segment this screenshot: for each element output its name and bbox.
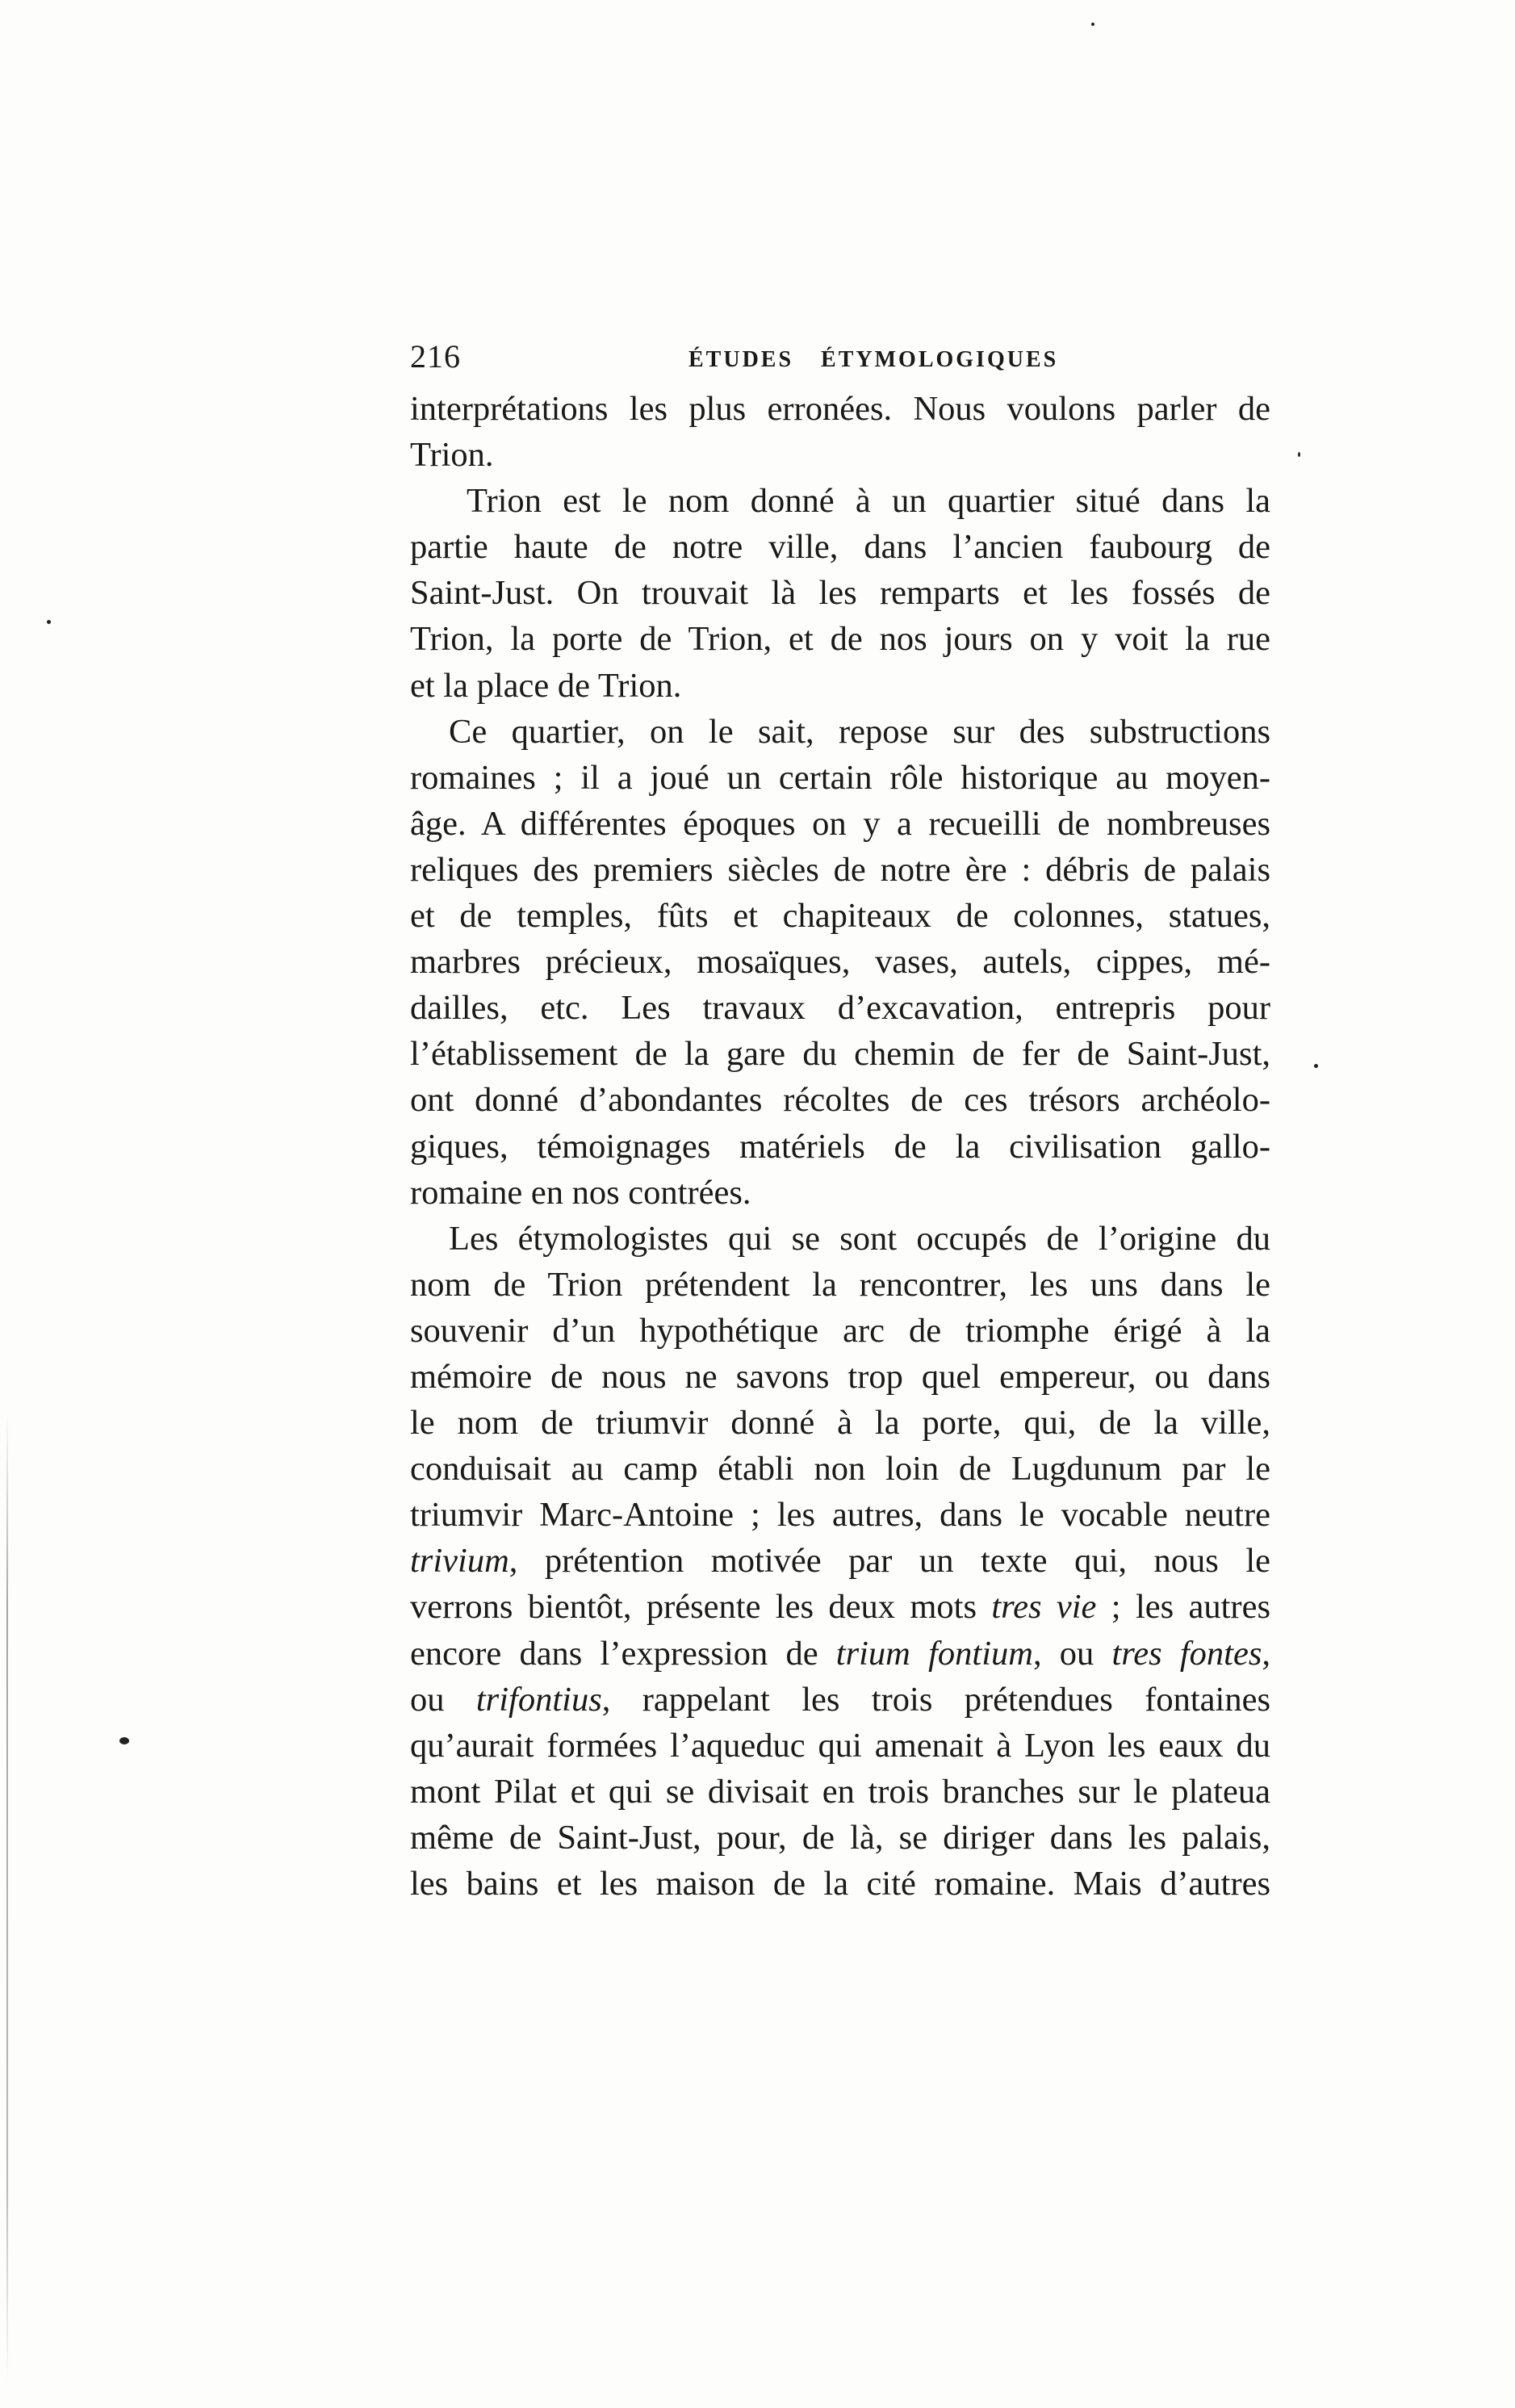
text-run: qu’aurait formées l’aqueduc qui amenait à Lyon les eaux du xyxy=(410,1726,1270,1765)
text-line xyxy=(410,1400,1270,1446)
text-run: romaine en nos contrées. xyxy=(410,1173,751,1212)
text-run: même de Saint-Just, pour, de là, se diriger dans les palais, xyxy=(410,1818,1270,1857)
text-line xyxy=(410,1723,1270,1769)
text-line xyxy=(410,1677,1270,1723)
text-run: verrons bientôt, présente les deux mots xyxy=(410,1588,992,1627)
text-run: encore dans l’expression de xyxy=(410,1634,836,1673)
text-line xyxy=(410,1031,1270,1077)
text-line xyxy=(410,432,1270,478)
text-run: reliques des premiers siècles de notre ère : débris de palais xyxy=(410,850,1270,889)
text-line xyxy=(410,847,1270,893)
page-number: 216 xyxy=(410,338,461,375)
text-run: nom de Trion prétendent la rencontrer, les uns dans le xyxy=(410,1265,1270,1304)
italic-term: trivium xyxy=(410,1542,509,1581)
text-line xyxy=(410,1815,1270,1861)
text-run: , ou xyxy=(1032,1634,1112,1673)
italic-term: trium fontium xyxy=(835,1634,1033,1673)
text-line xyxy=(410,1631,1270,1677)
text-run: partie haute de notre ville, dans l’ancien faubourg de xyxy=(410,528,1270,567)
text-line xyxy=(410,985,1270,1031)
text-run: mémoire de nous ne savons trop quel empereur, ou dans xyxy=(410,1357,1270,1396)
text-run: le nom de triumvir donné à la porte, qui, de la ville, xyxy=(410,1404,1270,1443)
text-line xyxy=(410,663,1270,709)
text-line xyxy=(410,524,1270,570)
text-line xyxy=(410,386,1270,432)
text-line xyxy=(410,1077,1270,1123)
text-line xyxy=(410,1861,1270,1907)
text-line xyxy=(410,1354,1270,1400)
text-run: souvenir d’un hypothétique arc de triomphe érigé à la xyxy=(410,1311,1270,1350)
text-run: , xyxy=(1262,1634,1270,1673)
text-run: et la place de Trion. xyxy=(410,666,682,705)
italic-term: tres fontes xyxy=(1111,1634,1262,1673)
text-run: et de temples, fûts et chapiteaux de colonnes, statues, xyxy=(410,897,1270,936)
text-line xyxy=(410,939,1270,985)
text-run: Trion, la porte de Trion, et de nos jours on y voit la rue xyxy=(410,620,1270,659)
text-run: Les étymologistes qui se sont occupés de l’origine du xyxy=(449,1219,1270,1258)
italic-term: tres vie xyxy=(991,1588,1097,1627)
scan-edge-shadow xyxy=(6,1413,8,2381)
text-line xyxy=(410,1446,1270,1492)
text-run: ou xyxy=(410,1680,476,1719)
running-title: ÉTUDES ÉTYMOLOGIQUES xyxy=(688,347,1059,372)
text-line xyxy=(410,478,1270,524)
scan-speck xyxy=(1091,23,1094,26)
text-line xyxy=(410,1492,1270,1538)
text-line xyxy=(410,570,1270,616)
text-run: interprétations les plus erronées. Nous voulons parler de xyxy=(410,390,1270,428)
text-line xyxy=(410,1262,1270,1308)
scan-speck xyxy=(1314,1064,1318,1068)
text-line xyxy=(410,1769,1270,1815)
text-run: , prétention motivée par un texte qui, nous le xyxy=(508,1542,1270,1581)
text-run: ; les autres xyxy=(1096,1588,1270,1627)
text-run: triumvir Marc-Antoine ; les autres, dans le vocable neutre xyxy=(410,1496,1270,1535)
text-line xyxy=(410,709,1270,755)
text-run: Trion. xyxy=(410,436,494,475)
scan-speck xyxy=(119,1737,129,1744)
text-line xyxy=(410,1584,1270,1630)
text-run: les bains et les maison de la cité romaine. Mais d’autres xyxy=(410,1865,1270,1903)
scan-speck xyxy=(1298,452,1300,457)
text-run: dailles, etc. Les travaux d’excavation, entrepris pour xyxy=(410,989,1270,1028)
text-run: mont Pilat et qui se divisait en trois branches sur le plateua xyxy=(410,1772,1270,1811)
text-run: , rappelant les trois prétendues fontaines xyxy=(601,1680,1270,1719)
text-line xyxy=(410,1216,1270,1262)
italic-term: trifontius xyxy=(475,1680,602,1719)
text-run: Ce quartier, on le sait, repose sur des substructions xyxy=(449,712,1270,751)
text-run: romaines ; il a joué un certain rôle historique au moyen- xyxy=(410,758,1270,797)
text-line xyxy=(410,893,1270,939)
text-run: conduisait au camp établi non loin de Lugdunum par le xyxy=(410,1450,1270,1489)
text-run: l’établissement de la gare du chemin de fer de Saint-Just, xyxy=(410,1035,1270,1074)
page-header xyxy=(410,337,1270,386)
text-line xyxy=(410,801,1270,847)
text-line xyxy=(410,1308,1270,1354)
text-run: ont donné d’abondantes récoltes de ces trésors archéolo- xyxy=(410,1081,1270,1120)
text-run: Saint-Just. On trouvait là les remparts et les fossés de xyxy=(410,574,1270,613)
text-run: Trion est le nom donné à un quartier situé dans la xyxy=(467,482,1270,521)
body-text xyxy=(410,386,1270,1907)
text-line xyxy=(410,1538,1270,1584)
scan-speck xyxy=(47,620,51,624)
text-run: giques, témoignages matériels de la civilisation gallo- xyxy=(410,1127,1270,1166)
text-line xyxy=(410,755,1270,801)
text-run: marbres précieux, mosaïques, vases, autels, cippes, mé- xyxy=(410,943,1270,982)
text-run: âge. A différentes époques on y a recueilli de nombreuses xyxy=(410,804,1270,843)
text-line xyxy=(410,616,1270,662)
text-line xyxy=(410,1170,1270,1216)
text-line xyxy=(410,1124,1270,1170)
